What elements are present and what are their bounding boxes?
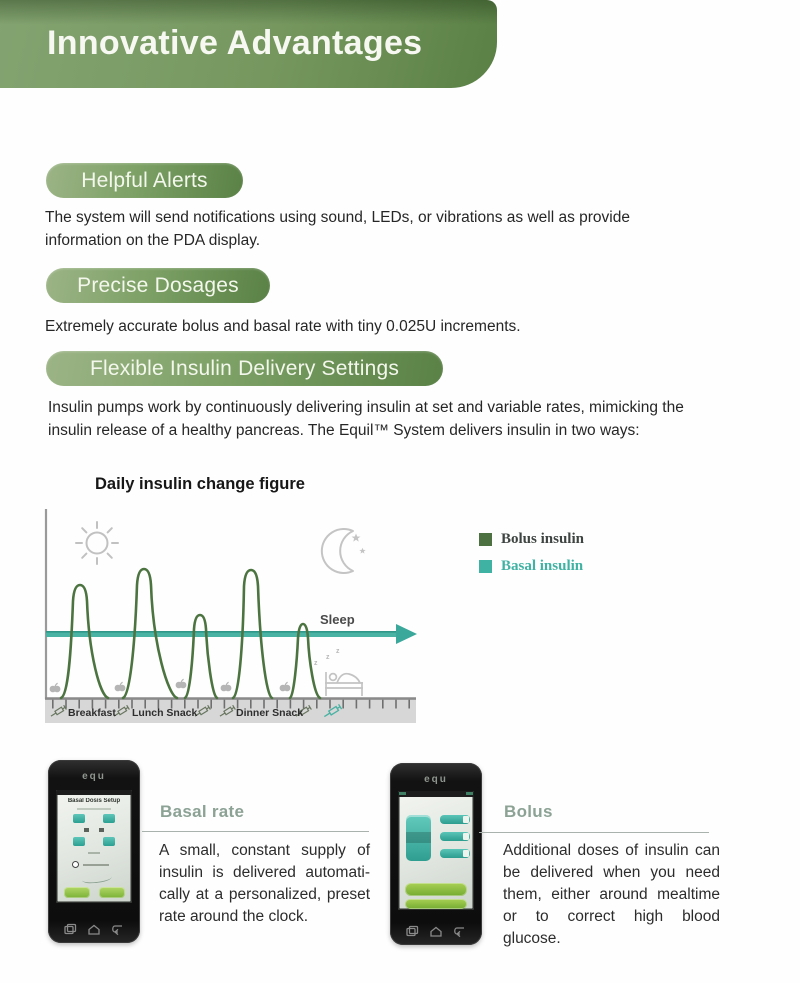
stepper-row (56, 837, 132, 846)
device-title-bolus: Bolus (504, 802, 553, 821)
apple-icon (50, 683, 61, 692)
sleep-label: Sleep (320, 612, 355, 627)
bolus-option-button (440, 832, 470, 841)
pda-device-bolus (390, 763, 482, 945)
sun-icon (76, 522, 118, 564)
stepper-button (73, 837, 85, 846)
green-button (405, 899, 467, 909)
screen-text-line (88, 852, 100, 854)
zzz-label: z (314, 660, 318, 667)
green-button (64, 887, 90, 898)
legend-label: Bolus insulin (501, 531, 584, 547)
bolus-swatch-icon (479, 533, 492, 546)
moon-icon (322, 529, 366, 573)
bed-icon (325, 672, 363, 696)
bolus-option-button (440, 815, 470, 824)
screen-buttons (56, 887, 132, 898)
pda-screen-bolus (398, 791, 474, 910)
legend-item-basal (479, 558, 584, 575)
chart-legend (479, 531, 584, 575)
device-title-basal: Basal rate (160, 802, 245, 821)
back-icon (113, 926, 122, 935)
figure-title: Daily insulin change figure (95, 475, 305, 493)
home-icon (89, 926, 99, 935)
apple-icon (280, 682, 291, 691)
stepper-button (103, 837, 115, 846)
device-text-bolus: Additional doses of insulin can be delivered when you need them, either around mealtime or to correct high blood glucose. (503, 842, 720, 947)
insulin-reservoir-icon (406, 815, 431, 861)
x-label-dinner-snack: Dinner Snack (236, 707, 304, 719)
status-bar (56, 790, 132, 795)
section-heading-helpful-alerts (46, 163, 243, 198)
device-text-basal: A small, constant supply of insulin is delivered automatically at a personalized, preset rate around the clock. (159, 842, 370, 925)
stepper-button (73, 814, 85, 823)
apple-icon (221, 682, 232, 691)
section-text-helpful-alerts: The system will send notifications using sound, LEDs, or vibrations as well as provide information on the PDA display. (45, 209, 630, 249)
zzz-label: z (326, 654, 330, 661)
radio-option (72, 861, 109, 868)
daily-insulin-chart (40, 505, 420, 730)
home-icon (431, 928, 441, 937)
section-heading-label: Helpful Alerts (81, 168, 208, 192)
legend-label: Basal insulin (501, 558, 584, 574)
arrowhead-icon (396, 624, 417, 644)
section-heading-flexible-delivery (46, 351, 443, 386)
basal-rate-line (46, 624, 417, 644)
bolus-peak-breakfast (61, 585, 108, 698)
stepper-row (56, 814, 132, 823)
green-button (405, 883, 467, 896)
divider (142, 831, 369, 832)
back-icon (455, 928, 464, 937)
legend-item-bolus (479, 531, 584, 548)
screen-caption-line (77, 808, 111, 810)
basal-swatch-icon (479, 560, 492, 573)
page-title: Innovative Advantages (47, 24, 423, 62)
signature-squiggle (82, 873, 113, 884)
phone-navbar (48, 923, 140, 937)
apple-icon (115, 682, 126, 691)
bolus-option-button (440, 849, 470, 858)
divider (479, 832, 709, 833)
section-heading-label: Precise Dosages (77, 273, 239, 297)
equil-logo: equ (424, 774, 448, 785)
stepper-values (56, 828, 132, 832)
section-text-flexible-delivery: Insulin pumps work by continuously delivering insulin at set and variable rates, mimicking the insulin release of a healthy pancreas. The Equil™ System delivers insulin in two ways: (48, 399, 684, 439)
pda-device-basal (48, 760, 140, 943)
section-heading-precise-dosages (46, 268, 270, 303)
zzz-label: z (336, 648, 340, 655)
equil-logo: equ (82, 771, 106, 782)
section-heading-label: Flexible Insulin Delivery Settings (89, 356, 400, 380)
green-button (99, 887, 125, 898)
x-label-lunch-snack: Lunch Snack (132, 707, 198, 719)
bolus-peak-lunch-snack (185, 615, 217, 698)
star-icon (359, 548, 365, 554)
pda-screen-basal (56, 790, 132, 903)
stepper-button (103, 814, 115, 823)
screen-title: Basal Dosis Setup (67, 798, 121, 804)
status-bar (398, 791, 474, 797)
x-label-breakfast: Breakfast (68, 707, 116, 719)
page-banner (0, 0, 497, 88)
star-icon (352, 534, 361, 542)
recent-apps-icon (65, 925, 76, 934)
recent-apps-icon (407, 927, 418, 936)
section-text-precise-dosages: Extremely accurate bolus and basal rate with tiny 0.025U increments. (45, 318, 521, 335)
apple-icon (176, 679, 187, 688)
phone-navbar (390, 925, 482, 939)
